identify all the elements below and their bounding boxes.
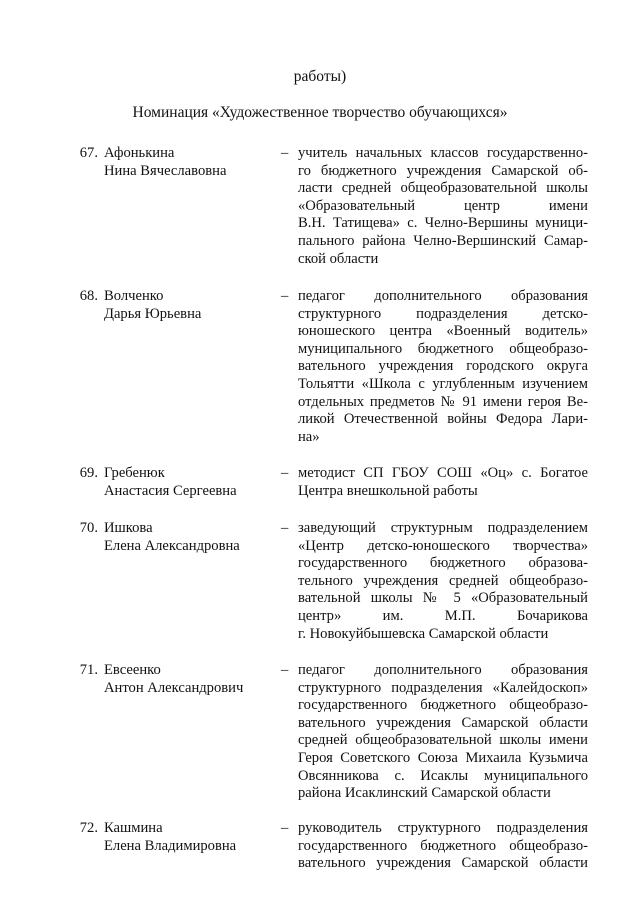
description-line: методист СП ГБОУ СОШ «Оц» с. Богатое bbox=[298, 465, 588, 481]
description-line: ской области bbox=[298, 250, 379, 267]
entry-number: 69. bbox=[79, 465, 98, 481]
continuation-text: работы) bbox=[293, 68, 347, 85]
entry-dash: – bbox=[281, 820, 289, 836]
entry-dash: – bbox=[281, 662, 289, 678]
description-line: района Исаклинский Самарской области bbox=[298, 785, 551, 802]
person-surname: Афонькина bbox=[104, 145, 175, 161]
person-given-names: Антон Александрович bbox=[104, 679, 244, 696]
description-line: юношеского центра «Военный водитель» bbox=[298, 323, 588, 340]
person-given-names: Анастасия Сергеевна bbox=[104, 482, 237, 499]
description-line: г. Новокуйбышевска Самарской области bbox=[298, 625, 549, 642]
description-line: пального района Челно-Вершинский Самар- bbox=[298, 232, 588, 249]
description-line: вательного учреждения Самарской области bbox=[298, 855, 588, 872]
description-line: вательного учреждения городского округа bbox=[298, 358, 588, 375]
description-line: государственного бюджетного общеобразо- bbox=[298, 697, 588, 714]
nomination-heading: Номинация «Художественное творчество обучающихся» bbox=[132, 104, 508, 121]
description-line: структурного подразделения «Калейдоскоп» bbox=[298, 679, 588, 696]
position-description bbox=[298, 820, 588, 873]
entry-number: 70. bbox=[79, 520, 98, 536]
person-surname: Кашмина bbox=[104, 820, 163, 836]
entry-number: 68. bbox=[79, 288, 98, 304]
position-description bbox=[298, 465, 588, 500]
description-line: Героя Советского Союза Михаила Кузьмича bbox=[298, 749, 588, 766]
description-line: «Образовательный центр имени bbox=[298, 197, 588, 214]
person-name bbox=[104, 820, 274, 855]
person-surname: Гребенюк bbox=[104, 465, 165, 481]
description-line: педагог дополнительного образования bbox=[298, 288, 588, 304]
description-line: государственного бюджетного образова- bbox=[298, 555, 588, 572]
position-description bbox=[298, 288, 588, 446]
entry-dash: – bbox=[281, 465, 289, 481]
description-line: на» bbox=[298, 428, 320, 445]
description-line: «Центр детско-юношеского творчества» bbox=[298, 537, 588, 554]
description-line: структурного подразделения детско- bbox=[298, 305, 588, 322]
person-given-names: Елена Владимировна bbox=[104, 837, 237, 854]
position-description bbox=[298, 145, 588, 268]
person-name bbox=[104, 465, 274, 500]
position-description bbox=[298, 662, 588, 803]
description-line: ласти средней общеобразовательной школы bbox=[298, 180, 588, 197]
person-given-names: Нина Вячеславовна bbox=[104, 162, 227, 179]
entry-dash: – bbox=[281, 288, 289, 304]
person-name bbox=[104, 662, 274, 697]
entry-dash: – bbox=[281, 145, 289, 161]
description-line: Центра внешкольной работы bbox=[298, 482, 478, 499]
entry-number: 67. bbox=[79, 145, 98, 161]
description-line: педагог дополнительного образования bbox=[298, 662, 588, 678]
description-line: руководитель структурного подразделения bbox=[298, 820, 588, 836]
person-given-names: Дарья Юрьевна bbox=[104, 305, 202, 322]
description-line: отдельных предметов № 91 имени героя Ве- bbox=[298, 393, 588, 410]
description-line: муниципального бюджетного общеобразо- bbox=[298, 340, 588, 357]
description-line: го бюджетного учреждения Самарской об- bbox=[298, 162, 588, 179]
description-line: заведующий структурным подразделением bbox=[298, 520, 588, 536]
description-line: средней общеобразовательной школы имени bbox=[298, 732, 588, 749]
person-surname: Ишкова bbox=[104, 520, 153, 536]
person-surname: Волченко bbox=[104, 288, 164, 304]
description-line: вательной школы № 5 «Образовательный bbox=[298, 590, 588, 607]
entry-number: 72. bbox=[79, 820, 98, 836]
description-line: учитель начальных классов государственно- bbox=[298, 145, 588, 161]
person-name bbox=[104, 145, 274, 180]
description-line: Тольятти «Школа с углубленным изучением bbox=[298, 375, 588, 392]
description-line: тельного учреждения средней общеобразо- bbox=[298, 572, 588, 589]
description-line: государственного бюджетного общеобразо- bbox=[298, 837, 588, 854]
description-line: центр» им. М.П. Бочарикова bbox=[298, 607, 588, 624]
person-name bbox=[104, 520, 274, 555]
description-line: вательного учреждения Самарской области bbox=[298, 714, 588, 731]
person-name bbox=[104, 288, 274, 323]
person-given-names: Елена Александровна bbox=[104, 537, 240, 554]
description-line: Овсянникова с. Исаклы муниципального bbox=[298, 767, 588, 784]
description-line: В.Н. Татищева» с. Челно-Вершины муници- bbox=[298, 215, 588, 232]
person-surname: Евсеенко bbox=[104, 662, 161, 678]
position-description bbox=[298, 520, 588, 643]
entry-dash: – bbox=[281, 520, 289, 536]
entry-number: 71. bbox=[79, 662, 98, 678]
description-line: ликой Отечественной войны Федора Лари- bbox=[298, 411, 588, 428]
